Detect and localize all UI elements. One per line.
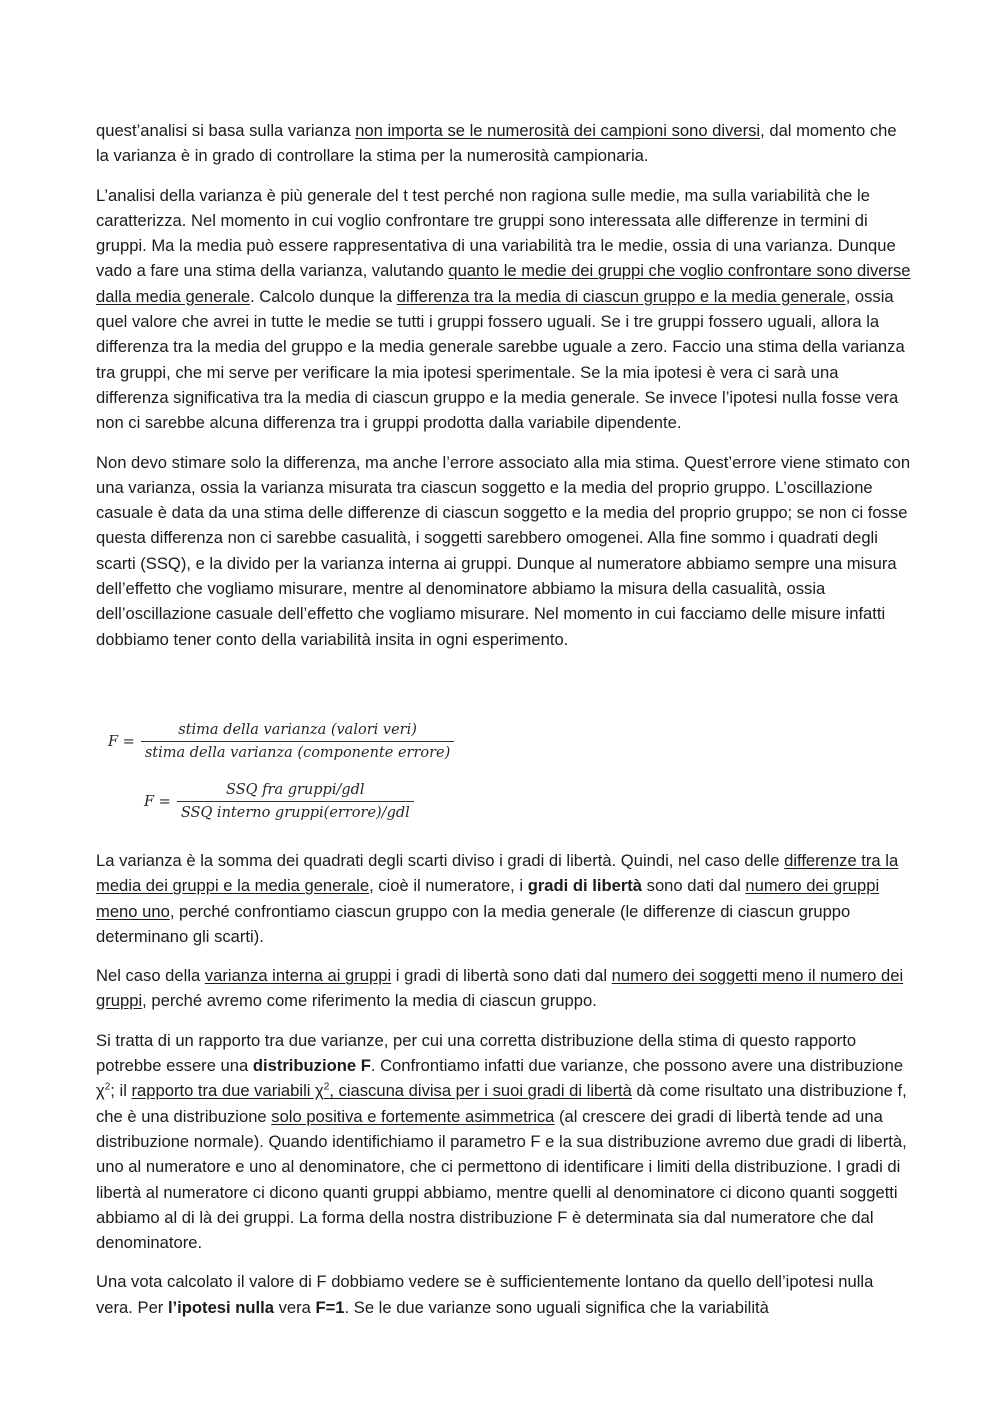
bold-text: gradi di libertà — [527, 876, 643, 896]
paragraph-3 — [96, 450, 912, 652]
underlined-text: differenze tra la media dei gruppi e la media generale — [96, 851, 899, 896]
paragraph-7 — [96, 1269, 912, 1320]
paragraph-4 — [96, 848, 912, 949]
underlined-text: non importa se le numerosità dei campioni sono diversi — [355, 121, 761, 140]
paragraph-5 — [96, 963, 912, 1014]
fraction-numerator: stima della varianza (valori veri) — [178, 722, 417, 738]
underlined-text-part: rapporto tra due variabili χ — [131, 1081, 324, 1101]
formula-f-ratio-ssq — [144, 782, 414, 821]
formula-f-ratio-definition — [108, 722, 454, 761]
underlined-text: numero dei soggetti meno il numero dei gruppi — [96, 966, 904, 1011]
fraction — [177, 782, 414, 821]
text-run: . Se le due varianze sono uguali significa che la variabilità — [344, 1297, 769, 1317]
text-run: Una vota calcolato il valore di F dobbiamo vedere se è sufficientemente lontano da quello dell’ipotesi nulla vera. Per — [96, 1272, 874, 1317]
text-run: L’analisi della varianza è più generale del t test perché non ragiona sulle medie, ma sulla variabilità che le caratterizza. Nel momento in cui voglio confrontare tre gruppi sono interessata alle differenze in termini di gruppi. Ma la media può essere rappresentativa di una variabilità tra le medie, ossia di una varianza. Dunque vado a fare una stima della varianza, valutando — [96, 185, 896, 281]
underlined-text — [132, 1081, 632, 1100]
text-run: , dal momento che la varianza è in grado di controllare la stima per la numerosità campionaria. — [96, 121, 897, 166]
text-run: Si tratta di un rapporto tra due varianze, per cui una corretta distribuzione della stima di questo rapporto potrebbe essere una — [96, 1030, 857, 1076]
fraction-denominator: stima della varianza (componente errore) — [144, 745, 451, 761]
text-run: , cioè il numeratore, i — [369, 876, 528, 896]
text-block-top — [96, 118, 912, 652]
underlined-text-part: , ciascuna divisa per i suoi gradi di libertà — [329, 1081, 632, 1101]
fraction-numerator: SSQ fra gruppi/gdl — [226, 782, 365, 798]
bold-text: F=1 — [315, 1297, 345, 1317]
text-run: , perché avremo come riferimento la media di ciascun gruppo. — [142, 991, 597, 1011]
fraction — [141, 722, 454, 761]
underlined-text: quanto le medie dei gruppi che voglio confrontare sono diverse dalla media generale — [96, 261, 911, 306]
text-run: (al crescere dei gradi di libertà tende ad una distribuzione normale). Quando identifichiamo il parametro F e la sua distribuzione avremo due gradi di libertà, uno al numeratore e uno al denominatore, che ci permettono di identificare i limiti della distribuzione. I gradi di libertà al numeratore ci dicono quanti gruppi abbiamo, mentre quelli al denominatore ci dicono quanti soggetti abbiamo al di là dei gruppi. La forma della nostra distribuzione F è determinata sia dal numeratore che dal denominatore. — [96, 1106, 907, 1253]
paragraph-1 — [96, 118, 912, 169]
text-run: , ossia quel valore che avrei in tutte le medie se tutti i gruppi fossero uguali. Se i tre gruppi fossero uguali, allora la differenza tra la media del gruppo e la media generale sarebbe uguale a zero. Faccio una stima della varianza tra gruppi, che mi serve per verificare la mia ipotesi sperimentale. Se la mia ipotesi è vera ci sarà una differenza significativa tra la media di ciascun gruppo e la media generale. Se invece l’ipotesi nulla fosse vera non ci sarebbe alcuna differenza tra i gruppi prodotta dalla variabile dipendente. — [96, 286, 905, 433]
text-run: La varianza è la somma dei quadrati degli scarti diviso i gradi di libertà. Quindi, nel caso delle — [96, 851, 785, 870]
underlined-text: solo positiva e fortemente asimmetrica — [271, 1106, 555, 1126]
text-run: ; il — [110, 1081, 132, 1101]
text-run: dà come risultato una distribuzione f, che è una distribuzione — [96, 1081, 907, 1126]
bold-text: l’ipotesi nulla — [167, 1297, 274, 1317]
bold-text: distribuzione F — [252, 1056, 371, 1076]
superscript: 2 — [104, 1081, 111, 1093]
underlined-text: numero dei gruppi meno uno — [96, 876, 880, 921]
paragraph-2 — [96, 183, 912, 436]
text-run: , perché confrontiamo ciascun gruppo con la media generale (le differenze di ciascun gruppo determinano gli scarti). — [96, 901, 851, 946]
formula-lhs: F = — [144, 793, 171, 810]
text-run: vera — [273, 1297, 316, 1317]
paragraph-6 — [96, 1028, 912, 1256]
text-run: . Calcolo dunque la — [250, 286, 397, 306]
text-run: i gradi di libertà sono dati dal — [391, 966, 612, 986]
text-run: Nel caso della — [96, 966, 205, 986]
underlined-text: varianza interna ai gruppi — [204, 966, 392, 986]
superscript: 2 — [323, 1081, 330, 1093]
text-run: Non devo stimare solo la differenza, ma anche l’errore associato alla mia stima. Quest’errore viene stimato con una varianza, ossia la varianza misurata tra ciascun soggetto e la media del proprio gruppo. L’oscillazione casuale è data da una stima delle differenze di ciascun soggetto e la media del proprio gruppo; se non ci fosse questa differenza non ci sarebbe casualità, i soggetti sarebbero omogenei. Alla fine sommo i quadrati degli scarti (SSQ), e la divido per la varianza interna ai gruppi. Dunque al numeratore abbiamo sempre una misura dell’effetto che vogliamo misurare, mentre al denominatore abbiamo la misura della casualità, ossia dell’oscillazione casuale dell’effetto che vogliamo misurare. Nel momento in cui facciamo delle misure infatti dobbiamo tener conto della variabilità insita in ogni esperimento. — [96, 452, 911, 649]
fraction-denominator: SSQ interno gruppi(errore)/gdl — [180, 805, 410, 821]
formula-lhs: F = — [108, 733, 135, 750]
underlined-text: differenza tra la media di ciascun gruppo e la media generale — [396, 286, 846, 306]
text-run: quest’analisi si basa sulla varianza — [96, 121, 356, 140]
text-run: . Confrontiamo infatti due varianze, che possono avere una distribuzione χ — [96, 1056, 904, 1101]
text-run: sono dati dal — [642, 876, 746, 896]
text-block-bottom — [96, 848, 912, 1320]
